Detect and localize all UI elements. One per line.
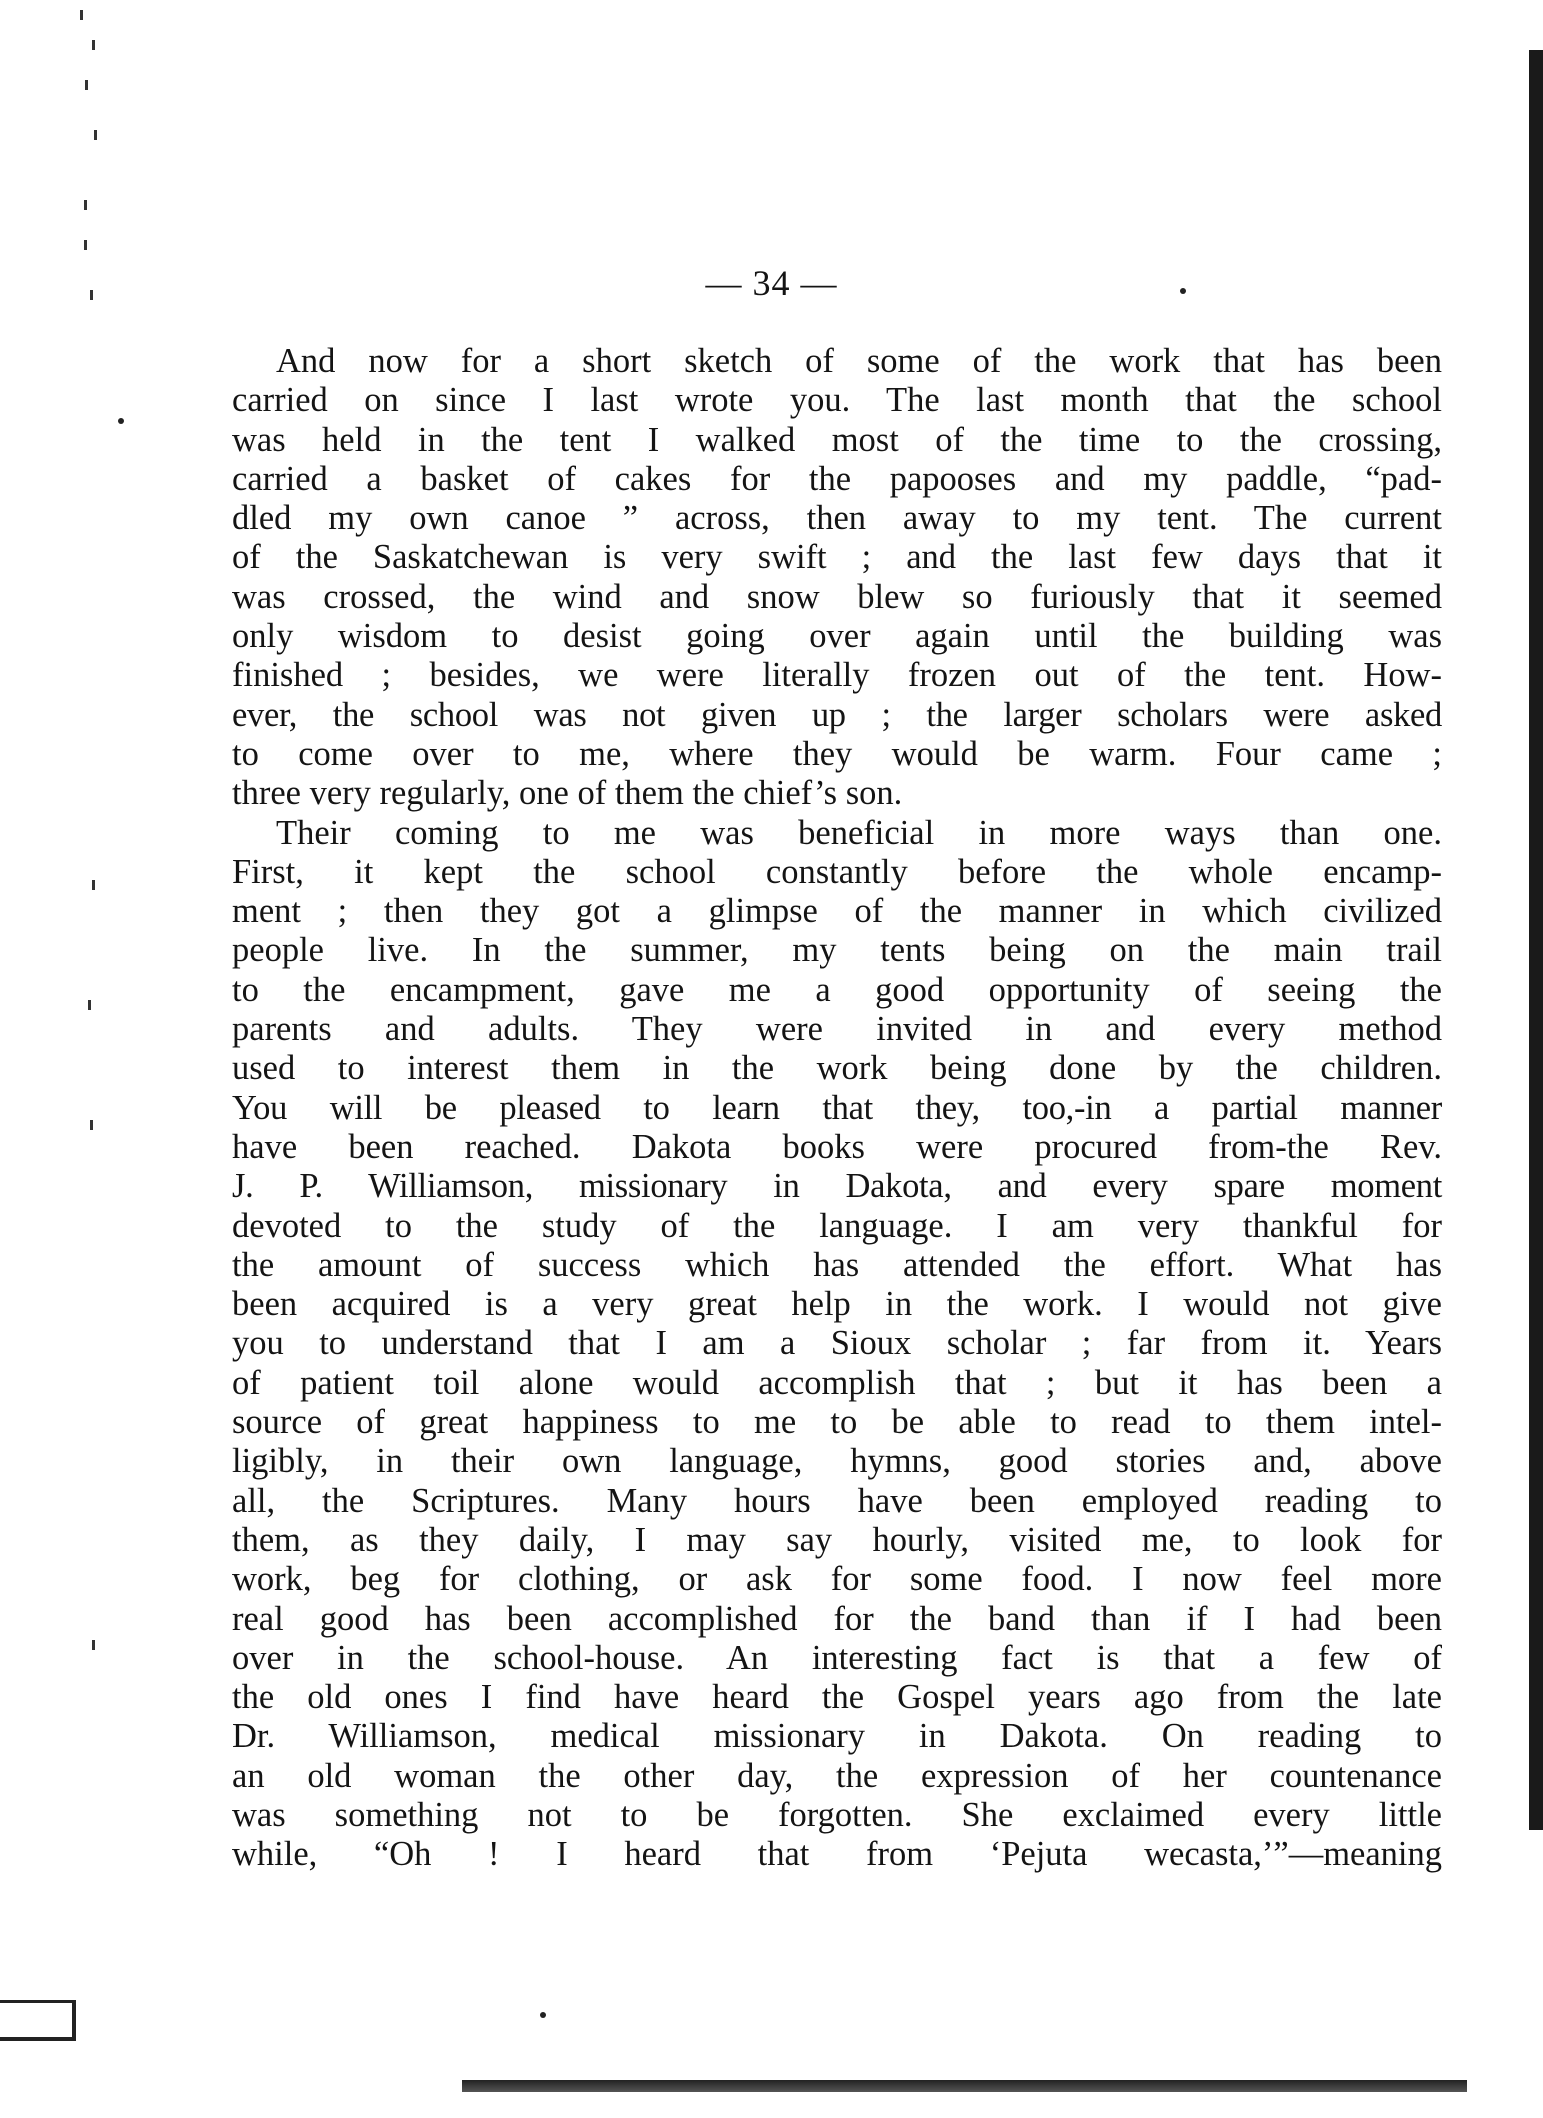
text-line: ever, the school was not given up ; the larger scholars were asked bbox=[232, 695, 1442, 734]
text-line: all, the Scriptures. Many hours have been employed reading to bbox=[232, 1481, 1442, 1520]
scan-edge-right-rule bbox=[1529, 50, 1543, 1830]
text-line: was held in the tent I walked most of the time to the crossing, bbox=[232, 420, 1442, 459]
speck bbox=[84, 200, 87, 210]
speck-dot bbox=[540, 2012, 546, 2018]
text-line: been acquired is a very great help in the work. I would not give bbox=[232, 1285, 1442, 1324]
text-line: over in the school-house. An interesting fact is that a few of bbox=[232, 1638, 1442, 1677]
text-line: of the Saskatchewan is very swift ; and the last few days that it bbox=[232, 538, 1442, 577]
text-line: them, as they daily, I may say hourly, visited me, to look for bbox=[232, 1520, 1442, 1559]
text-line: Their coming to me was beneficial in more ways than one. bbox=[276, 813, 1442, 852]
speck bbox=[80, 10, 83, 20]
text-line: was something not to be forgotten. She exclaimed every little bbox=[232, 1795, 1442, 1834]
text-line: an old woman the other day, the expression of her countenance bbox=[232, 1756, 1442, 1795]
scan-corner-bracket bbox=[0, 2000, 76, 2041]
text-line: the amount of success which has attended the effort. What has bbox=[232, 1245, 1442, 1284]
text-line: finished ; besides, we were literally frozen out of the tent. How- bbox=[232, 656, 1442, 695]
text-line: the old ones I find have heard the Gospel years ago from the late bbox=[232, 1678, 1442, 1717]
text-line: people live. In the summer, my tents being on the main trail bbox=[232, 931, 1442, 970]
text-line: dled my own canoe ” across, then away to my tent. The current bbox=[232, 499, 1442, 538]
text-line: Dr. Williamson, medical missionary in Dakota. On reading to bbox=[232, 1717, 1442, 1756]
text-line: only wisdom to desist going over again until the building was bbox=[232, 617, 1442, 656]
text-line: First, it kept the school constantly before the whole encamp- bbox=[232, 852, 1442, 891]
body-text bbox=[232, 342, 1442, 1875]
speck bbox=[94, 130, 97, 140]
text-line: You will be pleased to learn that they, too,-in a partial manner bbox=[232, 1088, 1442, 1127]
speck bbox=[92, 880, 95, 890]
text-line: ligibly, in their own language, hymns, good stories and, above bbox=[232, 1442, 1442, 1481]
speck bbox=[92, 1640, 95, 1650]
left-margin-specks bbox=[70, 0, 110, 1700]
text-line: source of great happiness to me to be able to read to them intel- bbox=[232, 1403, 1442, 1442]
speck bbox=[85, 80, 88, 90]
speck bbox=[92, 40, 95, 50]
speck bbox=[84, 240, 87, 250]
text-line: real good has been accomplished for the band than if I had been bbox=[232, 1599, 1442, 1638]
scan-bottom-rule bbox=[462, 2080, 1467, 2092]
speck bbox=[88, 1000, 91, 1010]
text-line: J. P. Williamson, missionary in Dakota, and every spare moment bbox=[232, 1167, 1442, 1206]
text-line: carried on since I last wrote you. The last month that the school bbox=[232, 381, 1442, 420]
text-line: of patient toil alone would accomplish that ; but it has been a bbox=[232, 1363, 1442, 1402]
text-line: used to interest them in the work being done by the children. bbox=[232, 1049, 1442, 1088]
text-line: to come over to me, where they would be warm. Four came ; bbox=[232, 734, 1442, 773]
text-line: you to understand that I am a Sioux scholar ; far from it. Years bbox=[232, 1324, 1442, 1363]
text-line: was crossed, the wind and snow blew so furiously that it seemed bbox=[232, 577, 1442, 616]
text-line: parents and adults. They were invited in and every method bbox=[232, 1010, 1442, 1049]
speck bbox=[90, 1120, 93, 1130]
text-line: ment ; then they got a glimpse of the manner in which civilized bbox=[232, 892, 1442, 931]
page-number: — 34 — bbox=[705, 263, 838, 303]
text-line: devoted to the study of the language. I am very thankful for bbox=[232, 1206, 1442, 1245]
text-line: And now for a short sketch of some of the work that has been bbox=[276, 342, 1442, 380]
text-line: to the encampment, gave me a good opportunity of seeing the bbox=[232, 970, 1442, 1009]
speck-dot bbox=[118, 418, 124, 424]
text-line: work, beg for clothing, or ask for some food. I now feel more bbox=[232, 1560, 1442, 1599]
text-line: while, “Oh ! I heard that from ‘Pejuta wecasta,’”—meaning bbox=[232, 1835, 1442, 1874]
text-line: carried a basket of cakes for the papooses and my paddle, “pad- bbox=[232, 459, 1442, 498]
text-line: have been reached. Dakota books were procured from-the Rev. bbox=[232, 1127, 1442, 1166]
text-line: three very regularly, one of them the chief’s son. bbox=[232, 774, 903, 813]
